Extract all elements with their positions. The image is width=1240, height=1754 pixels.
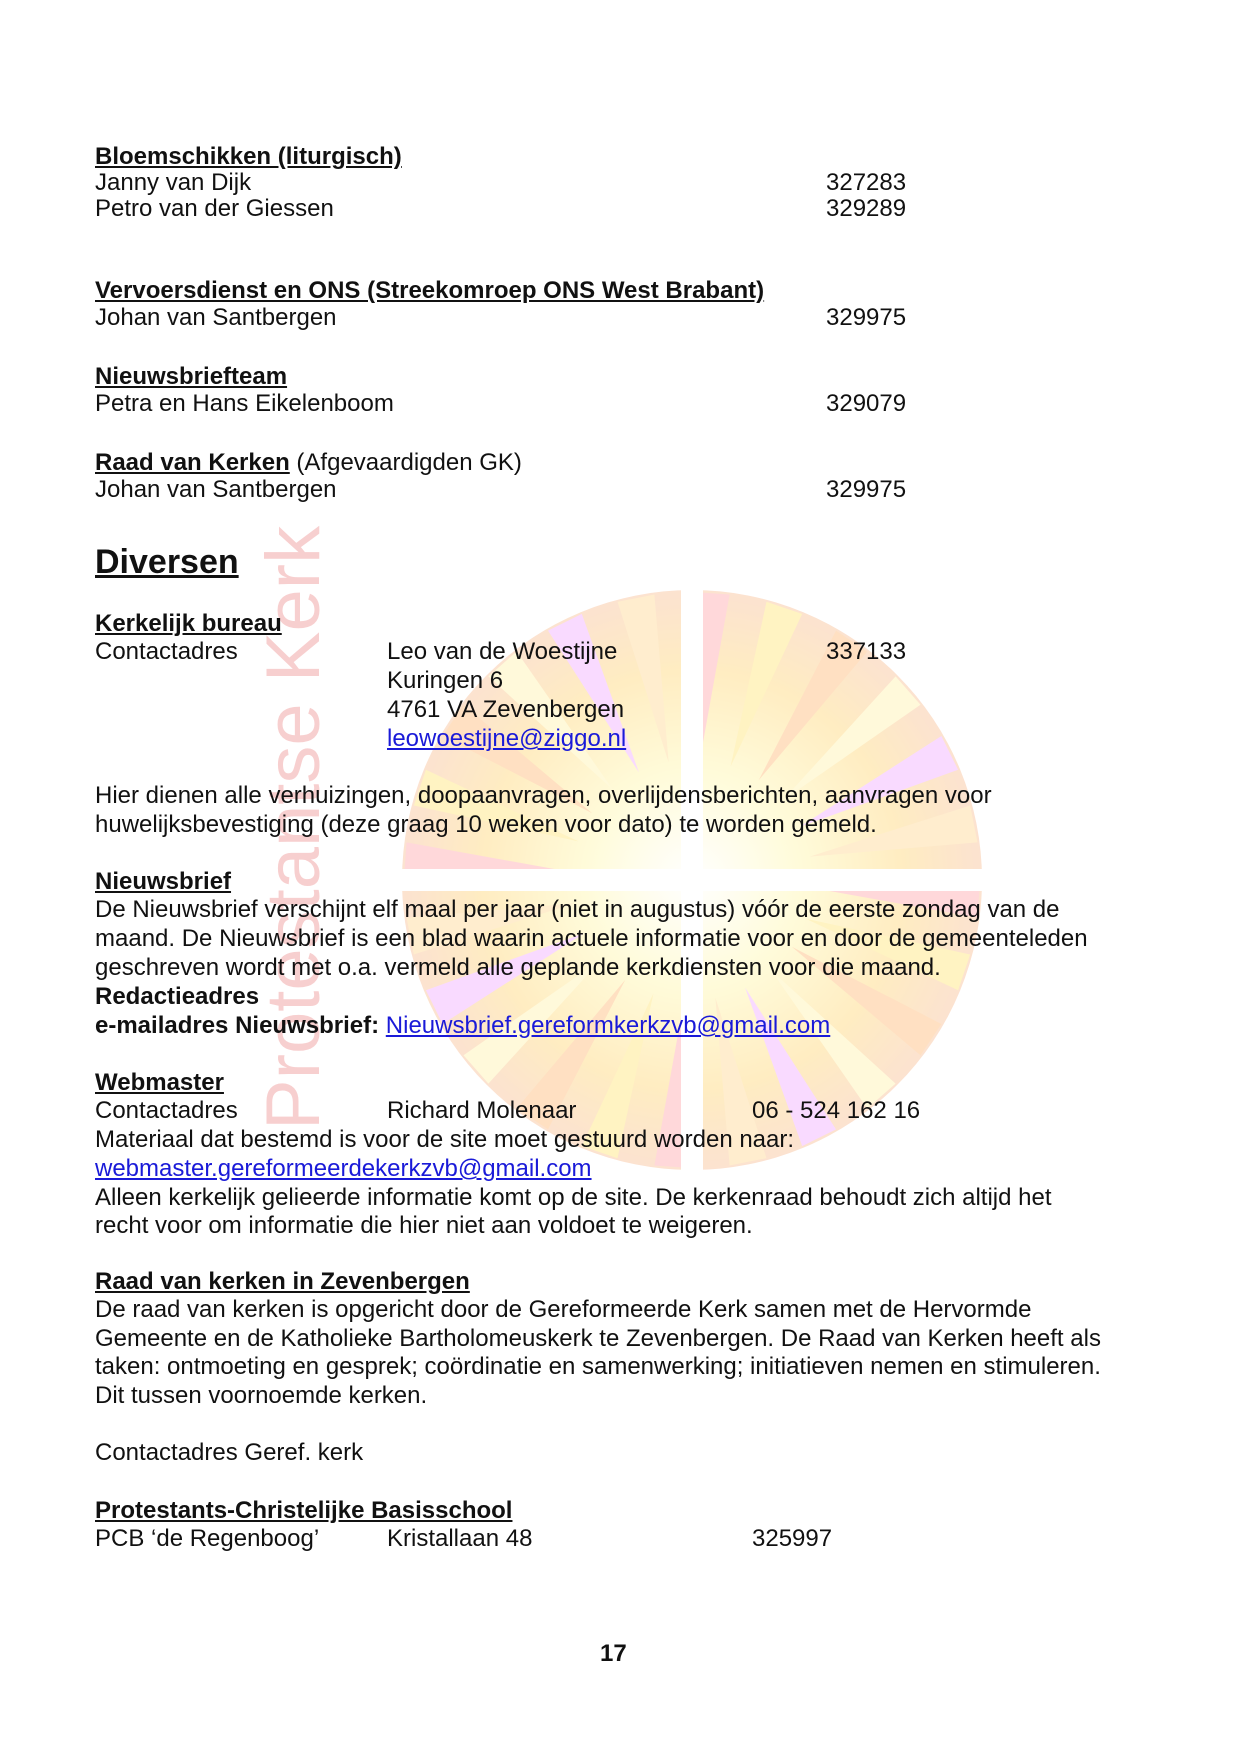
raad-heading-line (95, 449, 522, 477)
contact-phone: 329975 (826, 476, 907, 503)
bureau-email-link[interactable]: leowoestijne@ziggo.nl (387, 725, 627, 752)
raad-zevenbergen-text: De raad van kerken is opgericht door de Gereformeerde Kerk samen met de Hervormde (95, 1296, 1032, 1323)
bloemschikken-heading: Bloemschikken (liturgisch) (95, 143, 402, 170)
nieuwsbrief-email-line (95, 1012, 830, 1040)
webmaster-text: recht voor om informatie die hier niet aan voldoet te weigeren. (95, 1212, 753, 1239)
bureau-street: Kuringen 6 (387, 667, 504, 694)
school-address: Kristallaan 48 (387, 1525, 533, 1552)
webmaster-name: Richard Molenaar (387, 1097, 577, 1124)
school-heading: Protestants-Christelijke Basisschool (95, 1497, 513, 1524)
contact-phone: 329975 (826, 304, 907, 331)
contact-name: Johan van Santbergen (95, 476, 337, 503)
contact-phone: 329289 (826, 195, 907, 222)
school-phone: 325997 (752, 1525, 833, 1552)
nieuwsbrief-text: maand. De Nieuwsbrief is een blad waarin actuele informatie voor en door de gemeenteleden (95, 925, 1088, 952)
diversen-title: Diversen (95, 543, 239, 581)
webmaster-label: Contactadres (95, 1097, 238, 1124)
nieuwsbrief-text: De Nieuwsbrief verschijnt elf maal per jaar (niet in augustus) vóór de eerste zondag van de (95, 896, 1060, 923)
vervoersdienst-heading: Vervoersdienst en ONS (Streekomroep ONS West Brabant) (95, 277, 765, 304)
raad-zevenbergen-text: taken: ontmoeting en gesprek; coördinatie en samenwerking; initiatieven nemen en stimuleren. (95, 1353, 1101, 1380)
contact-name: Petra en Hans Eikelenboom (95, 390, 394, 417)
raad-heading: Raad van Kerken (95, 449, 290, 476)
contact-name: Petro van der Giessen (95, 195, 334, 222)
raad-zevenbergen-text: Dit tussen voornoemde kerken. (95, 1382, 428, 1409)
webmaster-text: Materiaal dat bestemd is voor de site moet gestuurd worden naar: (95, 1126, 795, 1153)
raad-zevenbergen-contact: Contactadres Geref. kerk (95, 1439, 364, 1466)
nieuwsbrief-text: geschreven wordt met o.a. vermeld alle geplande kerkdiensten voor die maand. (95, 954, 941, 981)
raad-zevenbergen-heading: Raad van kerken in Zevenbergen (95, 1268, 470, 1295)
school-name: PCB ‘de Regenboog’ (95, 1525, 320, 1552)
webmaster-phone: 06 - 524 162 16 (752, 1097, 921, 1124)
contact-name: Janny van Dijk (95, 169, 252, 196)
bureau-label: Contactadres (95, 638, 238, 665)
bureau-heading: Kerkelijk bureau (95, 610, 282, 637)
webmaster-email-link[interactable]: webmaster.gereformeerdekerkzvb@gmail.com (95, 1155, 592, 1182)
webmaster-text: Alleen kerkelijk gelieerde informatie komt op de site. De kerkenraad behoudt zich altijd het (95, 1184, 1052, 1211)
nieuwsbriefteam-heading: Nieuwsbriefteam (95, 363, 288, 390)
bureau-city: 4761 VA Zevenbergen (387, 696, 625, 723)
redactie-label: Redactieadres (95, 983, 260, 1010)
raad-zevenbergen-text: Gemeente en de Katholieke Bartholomeuskerk te Zevenbergen. De Raad van Kerken heeft als (95, 1325, 1101, 1352)
watermark-text: Protestantse Kerk (251, 525, 336, 1130)
contact-name: Johan van Santbergen (95, 304, 337, 331)
nieuwsbrief-heading: Nieuwsbrief (95, 868, 232, 895)
bureau-phone: 337133 (826, 638, 907, 665)
contact-phone: 329079 (826, 390, 907, 417)
nieuwsbrief-email-link[interactable]: Nieuwsbrief.gereformkerkzvb@gmail.com (385, 1012, 831, 1039)
raad-suffix: (Afgevaardigden GK) (289, 449, 522, 476)
bureau-name: Leo van de Woestijne (387, 638, 618, 665)
bureau-note: huwelijksbevestiging (deze graag 10 weken voor dato) te worden gemeld. (95, 811, 877, 838)
contact-phone: 327283 (826, 169, 907, 196)
bureau-note: Hier dienen alle verhuizingen, doopaanvragen, overlijdensberichten, aanvragen voor (95, 782, 992, 809)
nieuwsbrief-email-label: e-mailadres Nieuwsbrief: (95, 1012, 380, 1039)
page-number: 17 (600, 1640, 627, 1667)
webmaster-heading: Webmaster (95, 1069, 224, 1096)
